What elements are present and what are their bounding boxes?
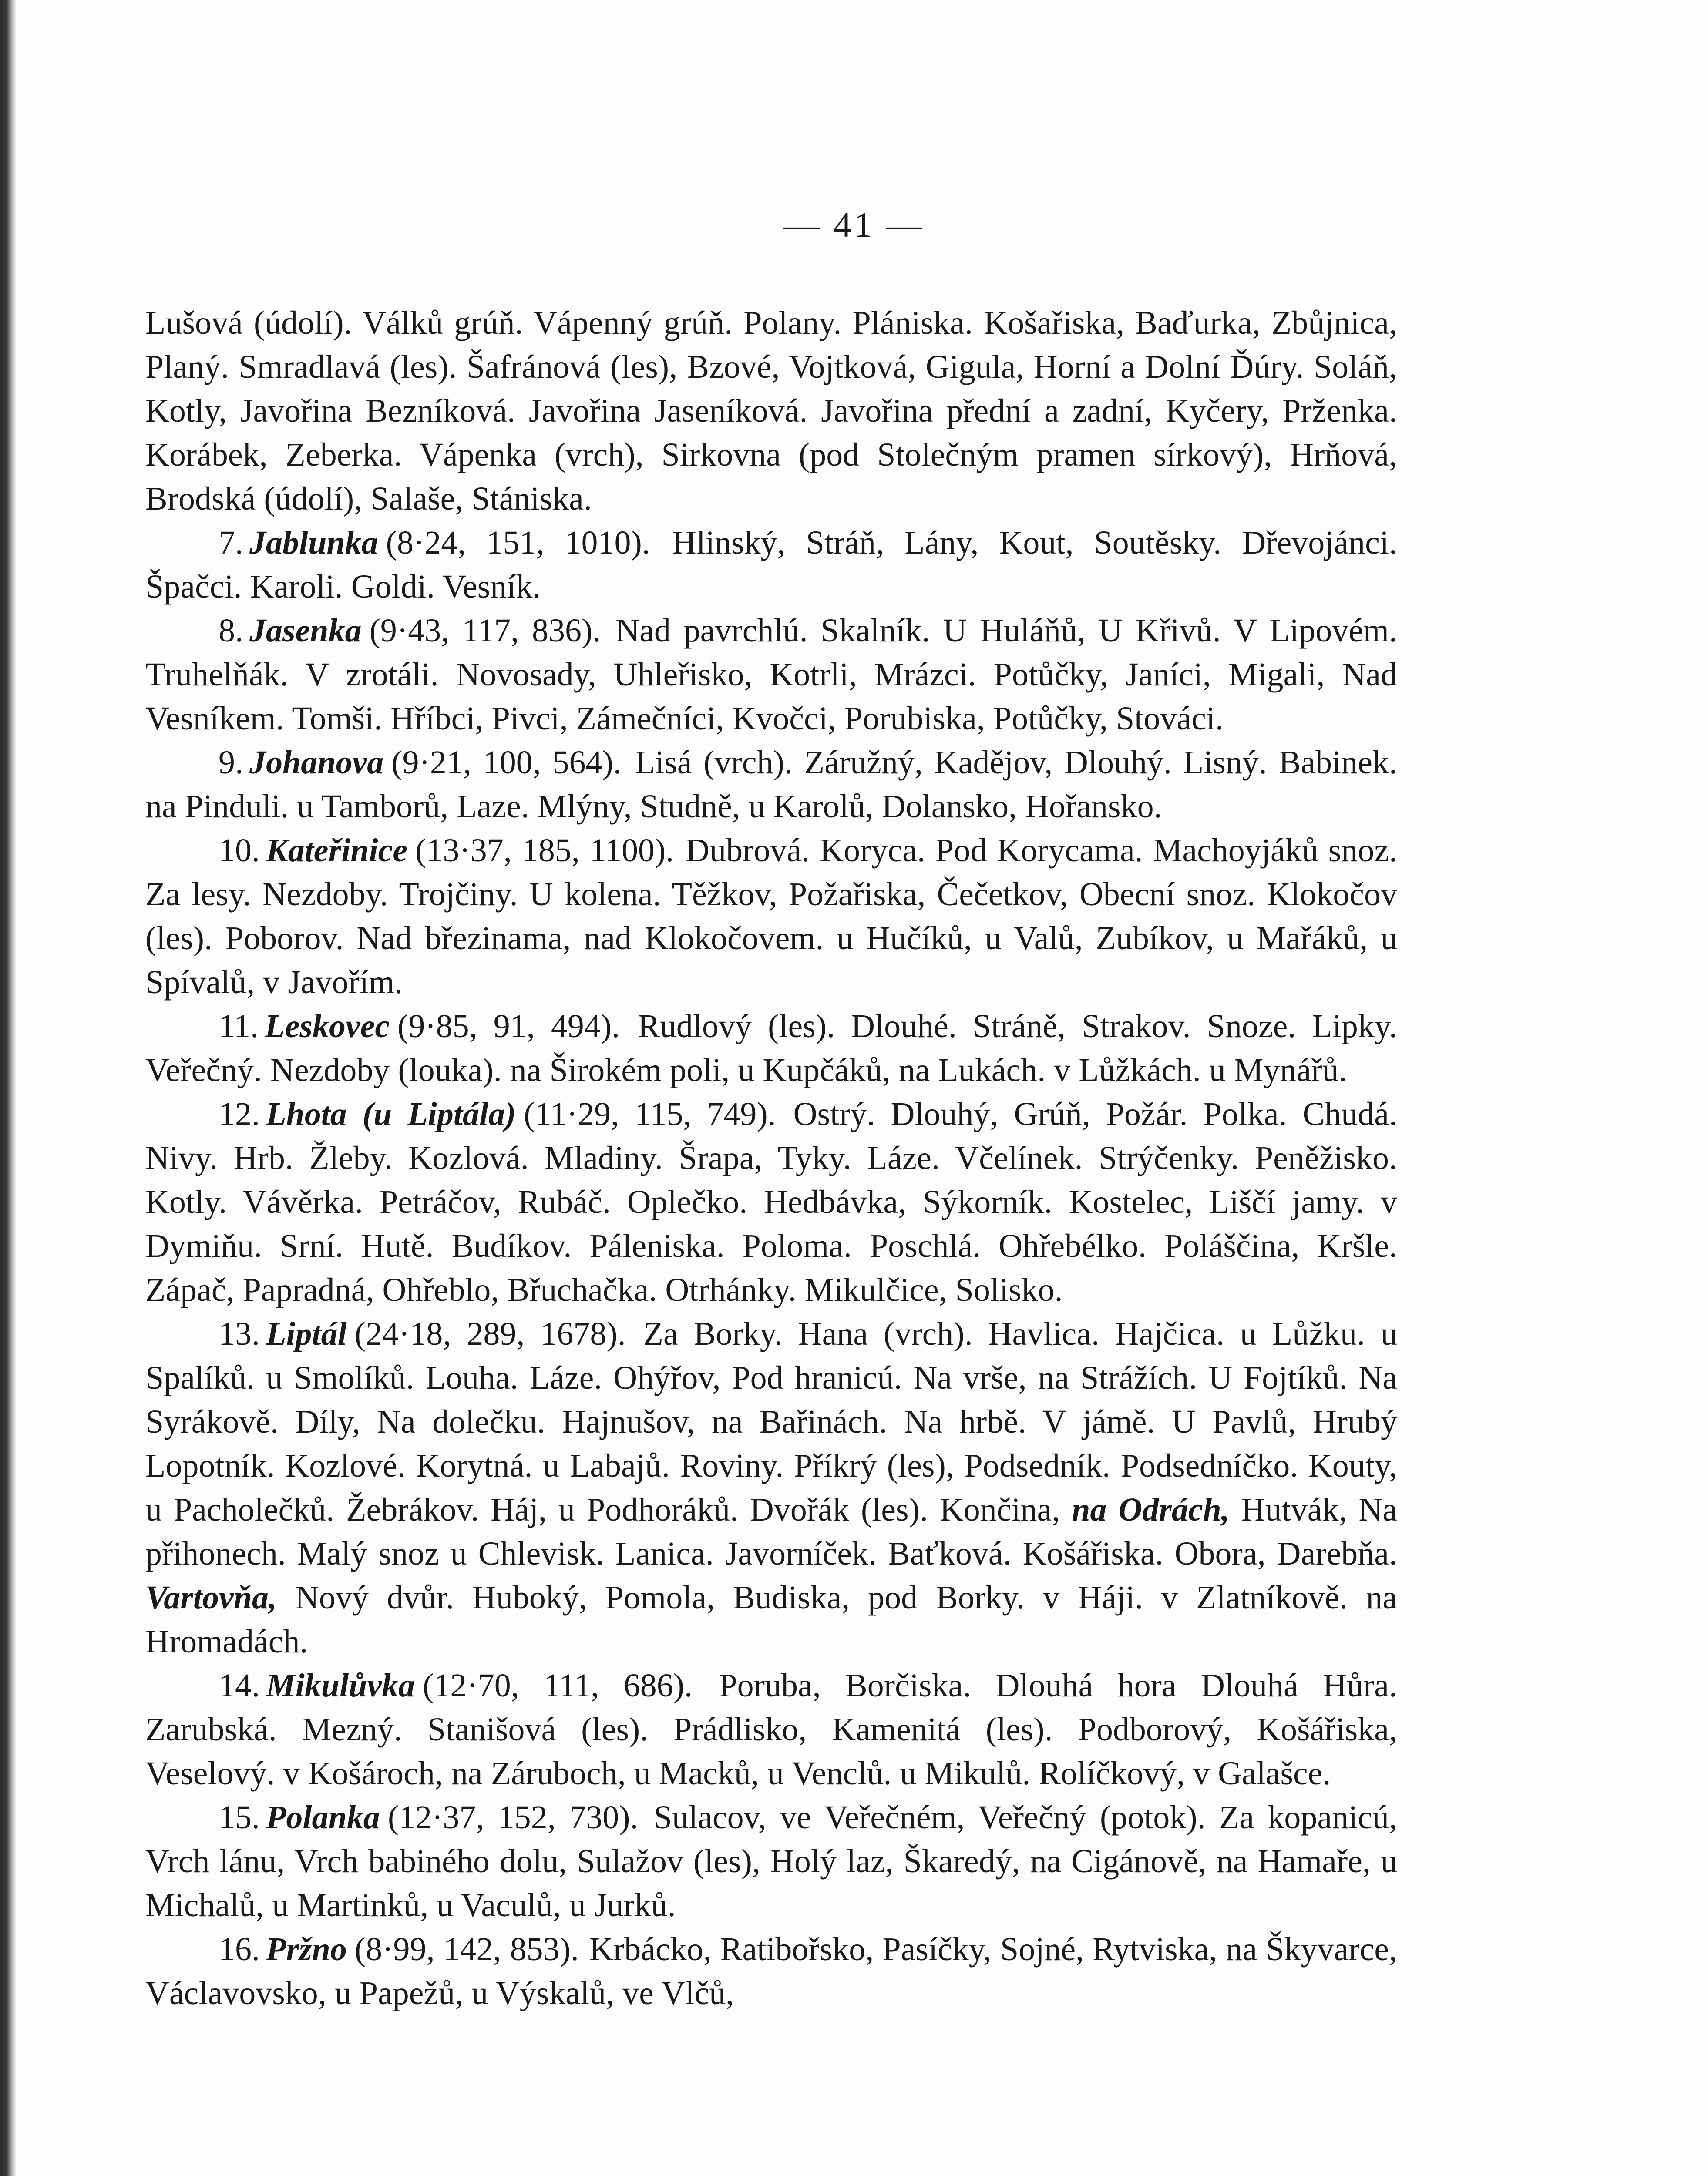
entry-number: 7.	[219, 524, 243, 561]
village-stats: (8·99, 142, 853).	[354, 1931, 579, 1968]
entry-number: 12.	[219, 1096, 260, 1132]
intro-paragraph: Lušová (údolí). Válků grúň. Vápenný grúň. Polany. Plániska. Košařiska, Baďurka, Zbůjnica, Planý. Smradlavá (les). Šafránová (les), Bzové, Vojtková, Gigula, Horní a Dolní Ďúry. Soláň, Kotly, Javořina Bezníková. Javořina Jaseníková. Javořina přední a zadní, Kyčery, Prženka. Korábek, Zeberka. Vápenka (vrch), Sirkovna (pod Stolečným pramen sírkový), Hrňová, Brodská (údolí), Salaše, Stániska.	[145, 305, 1397, 517]
entry-text: Nad pavrchlú. Skalník. U Huláňů, U Křivů. V Lipovém. Truhelňák. V zrotáli. Novosady, Uhleřisko, Kotrli, Mrázci. Potůčky, Janíci, Migali, Nad Vesníkem. Tomši. Hříbci, Pivci, Zámečníci, Kvočci, Porubiska, Potůčky, Stováci.	[145, 612, 1398, 737]
entry-text: Lisá (vrch). Záružný, Kadějov, Dlouhý. Lisný. Babinek. na Pinduli. u Tamborů, Laze. Mlýny, Studně, u Karolů, Dolansko, Hořansko.	[145, 744, 1397, 825]
italic-place-name: Vartovňa,	[145, 1579, 277, 1616]
entry-text: Dubrová. Koryca. Pod Korycama. Machoyjáků snoz. Za lesy. Nezdoby. Trojčiny. U kolena. Těžkov, Požařiska, Čečetkov, Obecní snoz. Klokočov (les). Poborov. Nad březinama, nad Klokočovem. u Hučíků, u Valů, Zubíkov, u Mařáků, u Spívalů, v Javořím.	[145, 832, 1397, 1001]
village-name: Jasenka	[249, 612, 362, 649]
entry-number: 9.	[219, 744, 243, 781]
entry-number: 8.	[219, 612, 243, 649]
entry-7	[145, 521, 1397, 609]
entry-text-part: Nový dvůr. Huboký, Pomola, Budiska, pod Borky. v Háji. v Zlatníkově. na Hromadách.	[145, 1579, 1398, 1660]
village-stats: (12·70, 111, 686).	[423, 1667, 693, 1704]
village-stats: (13·37, 185, 1100).	[415, 832, 674, 869]
entry-text-part: Hutvák, Na přihonech. Malý snoz u Chlevisk. Lanica. Javorníček. Baťková. Košářiska. Obora, Darebňa.	[145, 1491, 1398, 1572]
entry-8	[145, 609, 1397, 741]
village-name: Kateřinice	[266, 832, 408, 869]
village-name: Lhota (u Liptála)	[266, 1096, 516, 1132]
entry-text-part: Za Borky. Hana (vrch). Havlica. Hajčica. u Lůžku. u Spalíků. u Smolíků. Louha. Láze. Ohýřov, Pod hranicú. Na vrše, na Strážích. U Fojtíků. Na Syrákově. Díly, Na dolečku. Hajnušov, na Bařinách. Na hrbě. V jámě. U Pavlů, Hrubý Lopotník. Kozlové. Korytná. u Labajů. Roviny. Příkrý (les), Podsedník. Podsedníčko. Kouty, u Pacholečků. Žebrákov. Háj, u Podhoráků. Dvořák (les). Končina,	[145, 1316, 1397, 1528]
village-name: Johanova	[249, 744, 384, 781]
entry-number: 14.	[219, 1667, 260, 1704]
scan-binding-edge	[0, 0, 17, 2176]
village-stats: (11·29, 115, 749).	[524, 1096, 776, 1132]
page-number: — 41 —	[783, 205, 925, 245]
village-stats: (9·21, 100, 564).	[391, 744, 622, 781]
entry-13	[145, 1312, 1397, 1664]
entry-text: Hlinský, Stráň, Lány, Kout, Soutěsky. Dřevojánci. Špačci. Karoli. Goldi. Vesník.	[145, 524, 1398, 605]
village-name: Leskovec	[265, 1008, 390, 1044]
entry-text: Ostrý. Dlouhý, Grúň, Požár. Polka. Chudá. Nivy. Hrb. Žleby. Kozlová. Mladiny. Šrapa, Tyky. Láze. Včelínek. Strýčenky. Peněžisko. Kotly. Vávěrka. Petráčov, Rubáč. Oplečko. Hedbávka, Sýkorník. Kostelec, Liščí jamy. v Dymiňu. Srní. Hutě. Budíkov. Páleniska. Poloma. Poschlá. Ohřebélko. Poláščina, Kršle. Zápač, Papradná, Ohřeblo, Břuchačka. Otrhánky. Mikulčice, Solisko.	[145, 1096, 1398, 1308]
entry-14	[145, 1664, 1397, 1796]
entry-text: Krbácko, Ratibořsko, Pasíčky, Sojné, Rytviska, na Škyvarce, Václavovsko, u Papežů, u Výskalů, ve Vlčů,	[145, 1931, 1398, 2011]
entry-10	[145, 829, 1397, 1004]
entry-12	[145, 1092, 1397, 1312]
village-name: Jablunka	[249, 524, 378, 561]
village-name: Pržno	[266, 1931, 347, 1968]
village-name: Liptál	[266, 1316, 347, 1352]
entry-number: 11.	[219, 1008, 259, 1044]
village-stats: (9·43, 117, 836).	[369, 612, 601, 649]
entry-text: Poruba, Borčiska. Dlouhá hora Dlouhá Hůra. Zarubská. Mezný. Stanišová (les). Prádlisko, Kamenitá (les). Podborový, Košářiska, Veselový. v Košároch, na Záruboch, u Macků, u Venclů. u Mikulů. Rolíčkový, v Galašce.	[145, 1667, 1397, 1792]
entry-text: Sulacov, ve Veřečném, Veřečný (potok). Za kopanicú, Vrch lánu, Vrch babiného dolu, Sulažov (les), Holý laz, Škaredý, na Cigánově, na Hamaře, u Michalů, u Martinků, u Vaculů, u Jurků.	[145, 1799, 1397, 1924]
village-stats: (9·85, 91, 494).	[397, 1008, 620, 1044]
entry-16	[145, 1928, 1397, 2015]
village-stats: (24·18, 289, 1678).	[354, 1316, 626, 1352]
entry-text: Rudlový (les). Dlouhé. Stráně, Strakov. Snoze. Lipky. Veřečný. Nezdoby (louka). na Širokém poli, u Kupčáků, na Lukách. v Lůžkách. u Mynářů.	[145, 1008, 1397, 1088]
entry-number: 13.	[219, 1316, 260, 1352]
entry-11	[145, 1004, 1397, 1092]
village-stats: (12·37, 152, 730).	[387, 1799, 639, 1836]
entry-9	[145, 741, 1397, 829]
village-name: Mikulůvka	[266, 1667, 415, 1704]
entry-number: 15.	[219, 1799, 260, 1836]
entry-number: 16.	[219, 1931, 260, 1968]
text-body	[145, 301, 1397, 2015]
entry-15	[145, 1796, 1397, 1928]
village-name: Polanka	[266, 1799, 380, 1836]
village-stats: (8·24, 151, 1010).	[386, 524, 650, 561]
entry-number: 10.	[219, 832, 260, 869]
italic-place-name: na Odrách,	[1072, 1491, 1230, 1528]
